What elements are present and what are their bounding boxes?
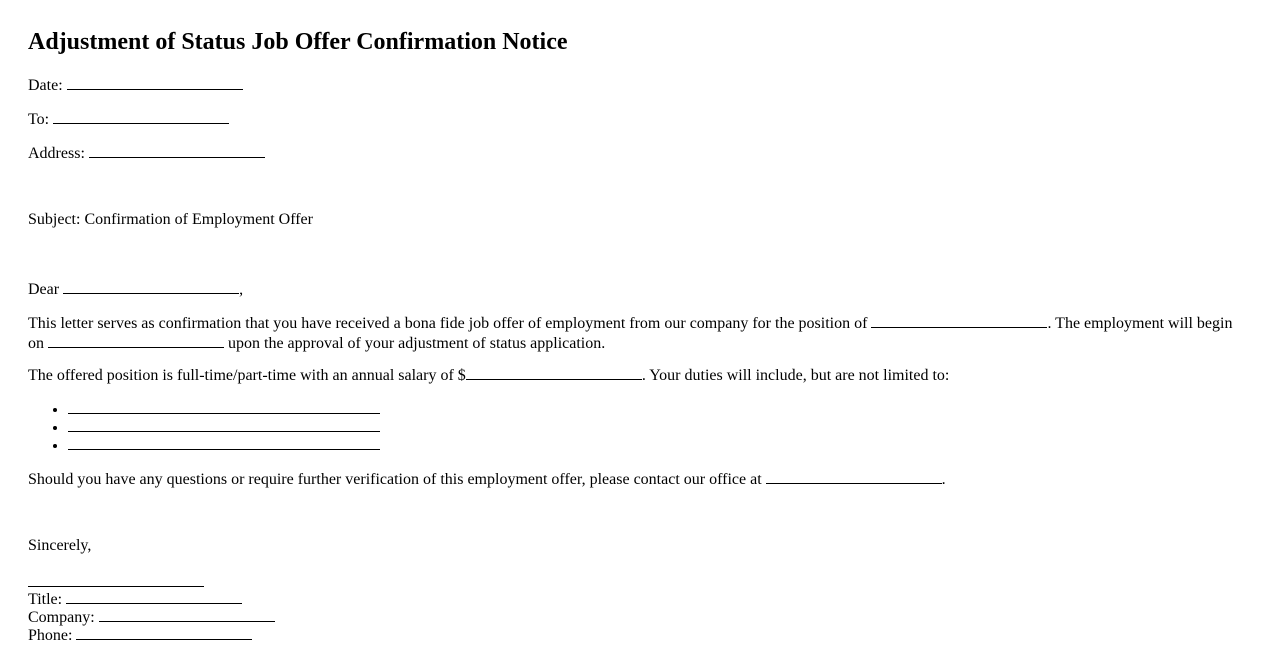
start-date-blank (48, 333, 224, 348)
contact-paragraph (28, 469, 946, 489)
salary-paragraph (28, 365, 949, 385)
contact-blank (766, 469, 942, 484)
duty-blank (68, 435, 380, 450)
offer-paragraph (28, 313, 1243, 353)
duty-blank (68, 399, 380, 414)
offer-text-2: . The employment will begin on (28, 315, 1233, 352)
salary-text-1: The offered position is full-time/part-time with an annual salary of $ (28, 367, 466, 384)
dear-label: Dear (28, 281, 60, 298)
to-blank (53, 109, 229, 124)
duty-item (68, 435, 380, 453)
duty-item (68, 399, 380, 417)
offer-text-3: upon the approval of your adjustment of status application. (228, 335, 606, 352)
salary-text-2: . Your duties will include, but are not limited to: (641, 367, 950, 384)
contact-period: . (941, 471, 946, 488)
dear-comma: , (239, 281, 244, 298)
signature-company-blank (99, 607, 275, 622)
address-label: Address: (28, 145, 85, 162)
position-blank (871, 313, 1047, 328)
to-line (28, 109, 229, 129)
signature-phone-line (28, 625, 252, 645)
signature-blank (28, 570, 204, 587)
to-label: To: (28, 111, 50, 128)
signature-phone-blank (76, 625, 252, 640)
signature-company-label: Company: (28, 609, 95, 626)
signature-title-line (28, 589, 242, 609)
date-line (28, 75, 243, 95)
signature-title-blank (66, 589, 242, 604)
contact-text-1: Should you have any questions or require further verification of this employment offer, please contact our office at (28, 471, 762, 488)
date-blank (67, 75, 243, 90)
duty-item (68, 417, 380, 435)
address-blank (89, 143, 265, 158)
duties-list (28, 399, 380, 453)
signature-title-label: Title: (28, 591, 63, 608)
signature-phone-label: Phone: (28, 627, 73, 644)
document-title: Adjustment of Status Job Offer Confirmation Notice (28, 29, 568, 55)
dear-blank (63, 279, 239, 294)
signature-company-line (28, 607, 275, 627)
subject-line: Subject: Confirmation of Employment Offer (28, 211, 313, 228)
offer-text-1: This letter serves as confirmation that you have received a bona fide job offer of employment from our company for the position of (28, 315, 868, 332)
duty-blank (68, 417, 380, 432)
date-label: Date: (28, 77, 63, 94)
salutation-line (28, 279, 243, 299)
salary-blank (466, 365, 642, 380)
closing: Sincerely, (28, 537, 92, 554)
address-line (28, 143, 265, 163)
